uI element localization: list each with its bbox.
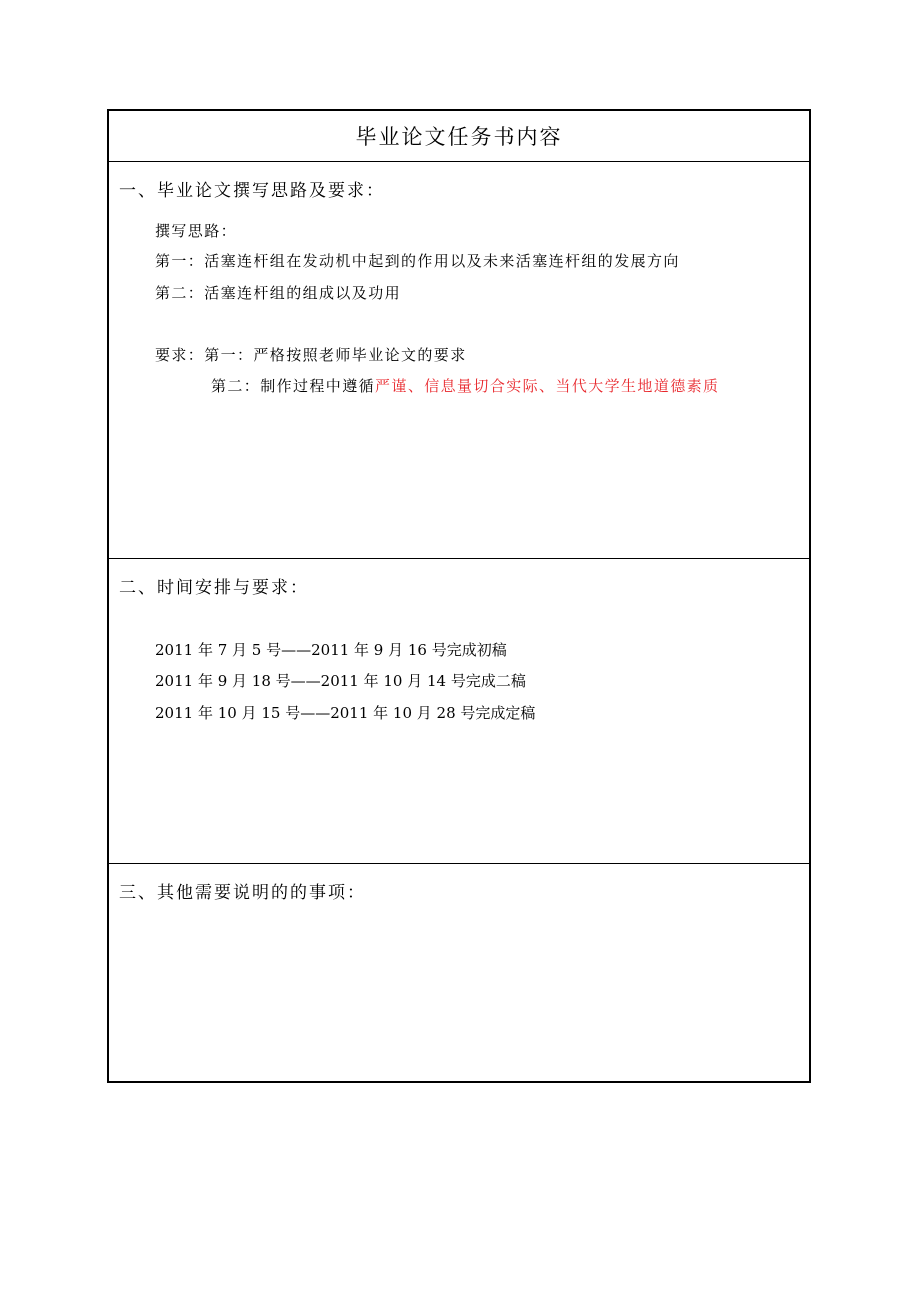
section-schedule <box>109 559 809 864</box>
section-3-heading: 三、其他需要说明的的事项： <box>119 883 366 903</box>
schedule-line-1: 2011 年 7 月 5 号——2011 年 9 月 16 号完成初稿 <box>155 641 507 659</box>
schedule-line-3: 2011 年 10 月 15 号——2011 年 10 月 28 号完成定稿 <box>155 704 536 722</box>
section-other-notes <box>109 864 809 1079</box>
section-1-heading: 一、毕业论文撰写思路及要求： <box>119 181 385 201</box>
requirement-highlight: 严谨、信息量切合实际、当代大学生地道德素质 <box>375 377 720 395</box>
section-2-heading: 二、时间安排与要求： <box>119 578 309 598</box>
requirement-line-2 <box>211 375 719 396</box>
task-form-table <box>107 109 811 1083</box>
idea-line-2: 第二：活塞连杆组的组成以及功用 <box>155 284 402 302</box>
ideas-label: 撰写思路： <box>155 222 238 240</box>
form-title: 毕业论文任务书内容 <box>109 111 809 162</box>
idea-line-1: 第一：活塞连杆组在发动机中起到的作用以及未来活塞连杆组的发展方向 <box>155 252 680 270</box>
schedule-line-2: 2011 年 9 月 18 号——2011 年 10 月 14 号完成二稿 <box>155 672 526 690</box>
section-writing-requirements <box>109 162 809 559</box>
requirement-line-2-prefix: 第二：制作过程中遵循 <box>211 377 376 395</box>
requirement-line-1: 要求：第一：严格按照老师毕业论文的要求 <box>155 346 467 364</box>
